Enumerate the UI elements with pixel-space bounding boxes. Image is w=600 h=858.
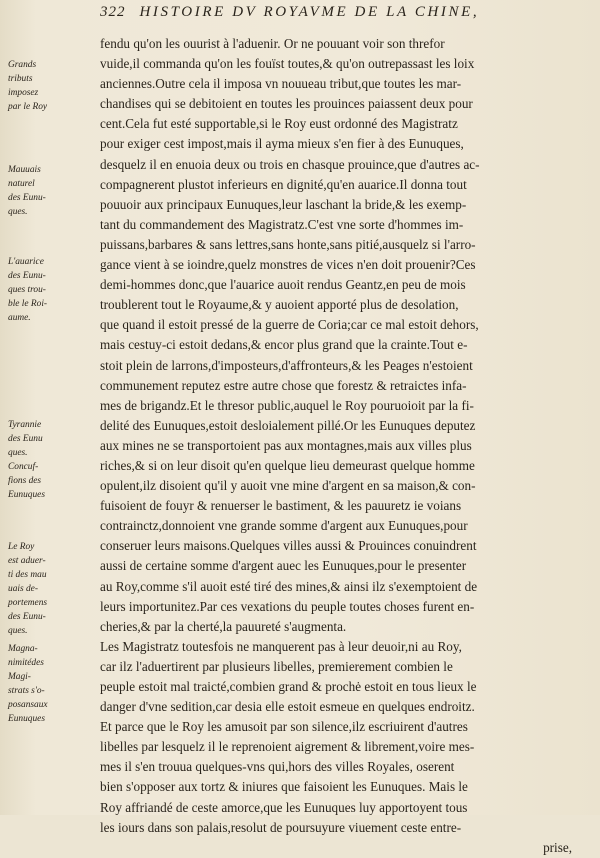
margin-note-line: posansaux [8,700,48,710]
text-line: demi-hommes donc,que l'auarice auoit rendus Geantz,en peu de mois [100,277,466,293]
margin-note-line: ques trou- [8,285,46,295]
text-line: cent.Cela fut esté supportable,si le Roy eust ordonné des Magistratz [100,116,458,132]
text-line: libelles par lesquelz il le reprenoient aigrement & librement,voire mes- [100,739,475,755]
text-line: prise, [543,839,572,855]
margin-note-line: Le Roy [8,542,35,552]
margin-note-line: naturel [8,179,35,189]
text-line: Roy affriandé de ceste amorce,que les Eunuques luy apportoyent tous [100,799,468,815]
margin-note-line: imposez [8,88,39,98]
margin-note-line: des Eunu- [8,271,46,281]
text-line: vuide,il commanda qu'on les fouïst toutes,& qu'on outrepassast les loix [100,56,475,72]
margin-note-line: Eunuques [8,714,45,724]
text-line: gance vient à se ioindre,quelz monstres de vices n'en doit prouenir?Ces [100,257,476,273]
margin-note-line: L'auarice [8,257,44,267]
margin-note-line: Magi- [8,672,31,682]
text-line: Et parce que le Roy les amusoit par son silence,ilz escriuirent d'autres [100,719,468,735]
text-line: opulent,ilz disoient qu'il y auoit vne mine d'argent en sa maison,& con- [100,478,476,494]
margin-note-line: Concuf- [8,462,39,472]
margin-note-line: des Eunu [8,434,43,444]
margin-note-line: Grands [8,60,37,70]
text-line: troublerent tout le Royaume,& y auoient apporté plus de desolation, [100,297,459,313]
margin-note-line: des Eunu- [8,612,46,622]
margin-note [8,163,98,219]
text-line: car ilz l'aduertirent par plusieurs libelles, premierement combien le [100,658,453,674]
text-line: desquelz il en enuoia deux ou trois en chasque prouince,que d'autres ac- [100,156,480,172]
margin-note-line: est aduer- [8,556,46,566]
margin-note-line: nimitédes [8,658,44,668]
margin-note-line: uais de- [8,584,38,594]
margin-note [8,58,98,114]
text-line: pour exiger cest impost,mais il ayma mieux s'en fier à des Eunuques, [100,136,464,152]
text-line: aussi de certaine somme d'argent auec les Eunuques,pour le presenter [100,558,467,574]
margin-note-line: ble le Roi- [8,299,48,309]
margin-note-line: strats s'o- [8,686,45,696]
text-line: compagnerent plustot inferieurs en dignité,qu'en auarice.Il donna tout [100,176,467,192]
margin-note-line: portemens [8,598,48,608]
text-line: riches,& si on leur disoit qu'en quelque lieu demeurast quelque homme [100,457,475,473]
margin-note-line: tributs [8,74,33,84]
margin-note-line: Eunuques [8,490,45,500]
text-line: leurs importunitez.Par ces vexations du peuple toutes choses furent en- [100,598,475,614]
margin-note-line: aume. [8,313,31,323]
page-number: 322 [100,4,126,20]
margin-note [8,642,98,726]
text-line: fendu qu'on les ouurist à l'aduenir. Or ne pouuant voir son threfor [100,36,445,51]
text-line: tant du commandement des Magistratz.C'est vne sorte d'hommes im- [100,216,464,232]
text-line: Les Magistratz toutesfois ne manquerent pas à leur deuoir,ni au Roy, [100,638,462,654]
text-line: fuisoient de fouyr & renuerser le bastiment, & les pauuretz ie voians [100,498,462,514]
text-line: les iours dans son palais,resolut de poursuyure viuement ceste entre- [100,819,462,835]
page-header [100,4,590,26]
margin-note-line: ti des mau [8,570,47,580]
text-line: cheries,& par la cherté,la pauureté s'augmenta. [100,618,347,634]
text-line: mes il s'en trouua quelques-vns qui,hors des villes Royales, oserent [100,759,455,775]
margin-note-line: fions des [8,476,42,486]
margin-note-line: ques. [8,207,28,217]
text-line: danger d'vne sedition,car desia elle estoit esmeue en quelques endroitz. [100,699,475,715]
margin-note-line: Magna- [8,644,38,654]
text-line: pouuoir aux principaux Eunuques,leur laschant la bride,& les exemp- [100,196,467,212]
margin-note [8,418,98,502]
margin-note-line: Tyrannie [8,420,42,430]
margin-note [8,540,98,638]
text-line: puissans,barbares & sans lettres,sans honte,sans pitié,ausquelz si l'arro- [100,236,476,252]
text-line: mes de brigandz.Et le thresor public,auquel le Roy pouruoioit par la fi- [100,397,474,413]
text-line: peuple estoit mal traicté,combien grand & prochė estoit en tous lieux le [100,679,477,694]
body-text [100,34,572,858]
text-line: mais cestuy-ci estoit dedans,& encor plus grand que la crainte.Tout e- [100,337,468,353]
text-line: contrainctz,donnoient vne grande somme d'argent aux Eunuques,pour [100,518,468,534]
margin-note-line: des Eunu- [8,193,46,203]
running-title: HISTOIRE DV ROYAVME DE LA CHINE, [139,4,480,20]
margin-note-line: par le Roy [8,102,48,112]
margin-note-line: Mauuais [8,165,41,175]
text-line: que quand il estoit pressé de la guerre de Coria;car ce mal estoit dehors, [100,317,479,333]
text-line: aux mines ne se transportoient pas aux montagnes,mais aux villes plus [100,437,472,453]
text-line: stoit plein de larrons,d'imposteurs,d'affronteurs,& les Peages n'estoient [100,357,473,373]
margin-note-line: ques. [8,626,28,636]
text-line: conseruer leurs maisons.Quelques villes aussi & Prouinces conuindrent [100,538,477,554]
text-line: anciennes.Outre cela il imposa vn nouueau tribut,que toutes les mar- [100,76,462,92]
text-line: bien s'opposer aux tortz & iniures que faisoient les Eunuques. Mais le [100,779,468,795]
text-line: au Roy,comme s'il auoit esté tiré des mines,& ainsi ilz s'exemptoient de [100,578,478,594]
text-line: delité des Eunuques,estoit desloialement pillé.Or les Eunuques deputez [100,417,476,433]
text-line: communement reputez estre autre chose que forestz & retraictes infa- [100,377,467,393]
margin-note-line: ques. [8,448,28,458]
text-line: chandises qui se debitoient en toutes les prouinces paiassent deux pour [100,96,473,112]
margin-note [8,255,98,325]
